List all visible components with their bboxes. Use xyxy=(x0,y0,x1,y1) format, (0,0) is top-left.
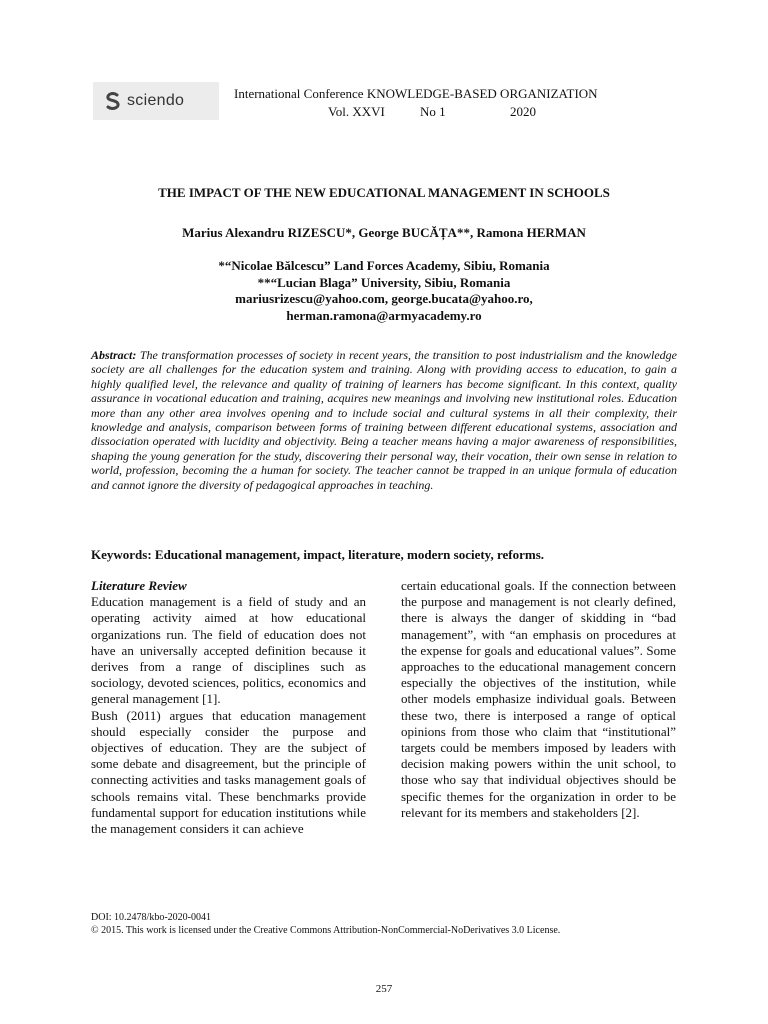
license-notice: © 2015. This work is licensed under the Creative Commons Attribution-NonCommercial-NoDerivatives 3.0 License. xyxy=(91,925,561,936)
issue-number: No 1 xyxy=(420,104,446,119)
affiliation-1: *“Nicolae Bălcescu” Land Forces Academy, Sibiu, Romania xyxy=(218,258,550,273)
paragraph: Education management is a field of study and an operating activity aimed at how educational organizations run. The field of education does not have an universally accepted definition because it derives from a range of disciplines such as sociology, devoted sciences, politics, economics and general management [1]. xyxy=(91,594,366,707)
paper-title: THE IMPACT OF THE NEW EDUCATIONAL MANAGEMENT IN SCHOOLS xyxy=(158,185,610,200)
volume: Vol. XXVI xyxy=(328,104,385,119)
abstract-text: The transformation processes of society in recent years, the transition to post industrialism and the knowledge society are all challenges for the education system and training. Along with providing access to education, to gain a highly qualified level, the relevance and quality of training of learners has become significant. In this context, quality assurance in vocational education and training, acquires new meanings and involving new institutional roles. Education more than any other area involves opening and to include social and cultural systems in all their complexity, their knowledge and analysis, comparison between forms of training between different educational systems, association and dissociation operated with lucidity and objectivity. Being a teacher means having a major awareness of responsibilities, shaping the young generation for the study, discovering their personal way, their vocation, their own sense in relation to world, profession, becoming the a human for society. The teacher cannot be trapped in an unique formula of education and cannot ignore the diversity of pedagogical approaches in teaching. xyxy=(91,348,678,492)
right-column xyxy=(401,578,676,821)
conference-name: International Conference KNOWLEDGE-BASED ORGANIZATION xyxy=(234,86,598,101)
section-heading: Literature Review xyxy=(91,578,187,593)
page-number: 257 xyxy=(375,983,393,995)
author-emails-1: mariusrizescu@yahoo.com, george.bucata@yahoo.ro, xyxy=(235,291,533,306)
year: 2020 xyxy=(510,104,536,119)
abstract xyxy=(91,348,677,492)
affiliations xyxy=(0,258,768,324)
paragraph: certain educational goals. If the connection between the purpose and management is not clearly defined, there is always the danger of skidding in “bad management”, with “an emphasis on procedures at the expense for goals and educational values”. Some approaches to the educational management concern especially the objectives of the institution, while other models emphasize individual goals. Between these two, there is interposed a range of optical opinions from those who claim that “institutional” targets could be members imposed by leaders with decision making powers within the unit school, to those who say that individual objectives should be specific themes for the organization in order to be relevant for its members and stakeholders [2]. xyxy=(401,578,676,820)
logo-text: sciendo xyxy=(127,92,185,109)
doi: DOI: 10.2478/kbo-2020-0041 xyxy=(91,912,211,923)
keywords: Keywords: Educational management, impact, literature, modern society, reforms. xyxy=(91,547,545,562)
paper-authors: Marius Alexandru RIZESCU*, George BUCĂȚA**, Ramona HERMAN xyxy=(182,225,586,240)
abstract-label: Abstract: xyxy=(91,348,137,362)
paragraph: Bush (2011) argues that education management should especially consider the purpose and objectives of education. They are the subject of some debate and disagreement, but the principle of connecting activities and tasks management goals of schools remains vital. These benchmarks provide fundamental support for education institutions while the management considers it can achieve xyxy=(91,707,366,837)
left-column xyxy=(91,578,366,837)
volume-info xyxy=(328,104,536,120)
sciendo-logo-icon xyxy=(105,92,121,110)
publisher-logo xyxy=(93,82,219,120)
author-emails-2: herman.ramona@armyacademy.ro xyxy=(286,307,482,323)
affiliation-2: **“Lucian Blaga” University, Sibiu, Romania xyxy=(257,274,511,290)
